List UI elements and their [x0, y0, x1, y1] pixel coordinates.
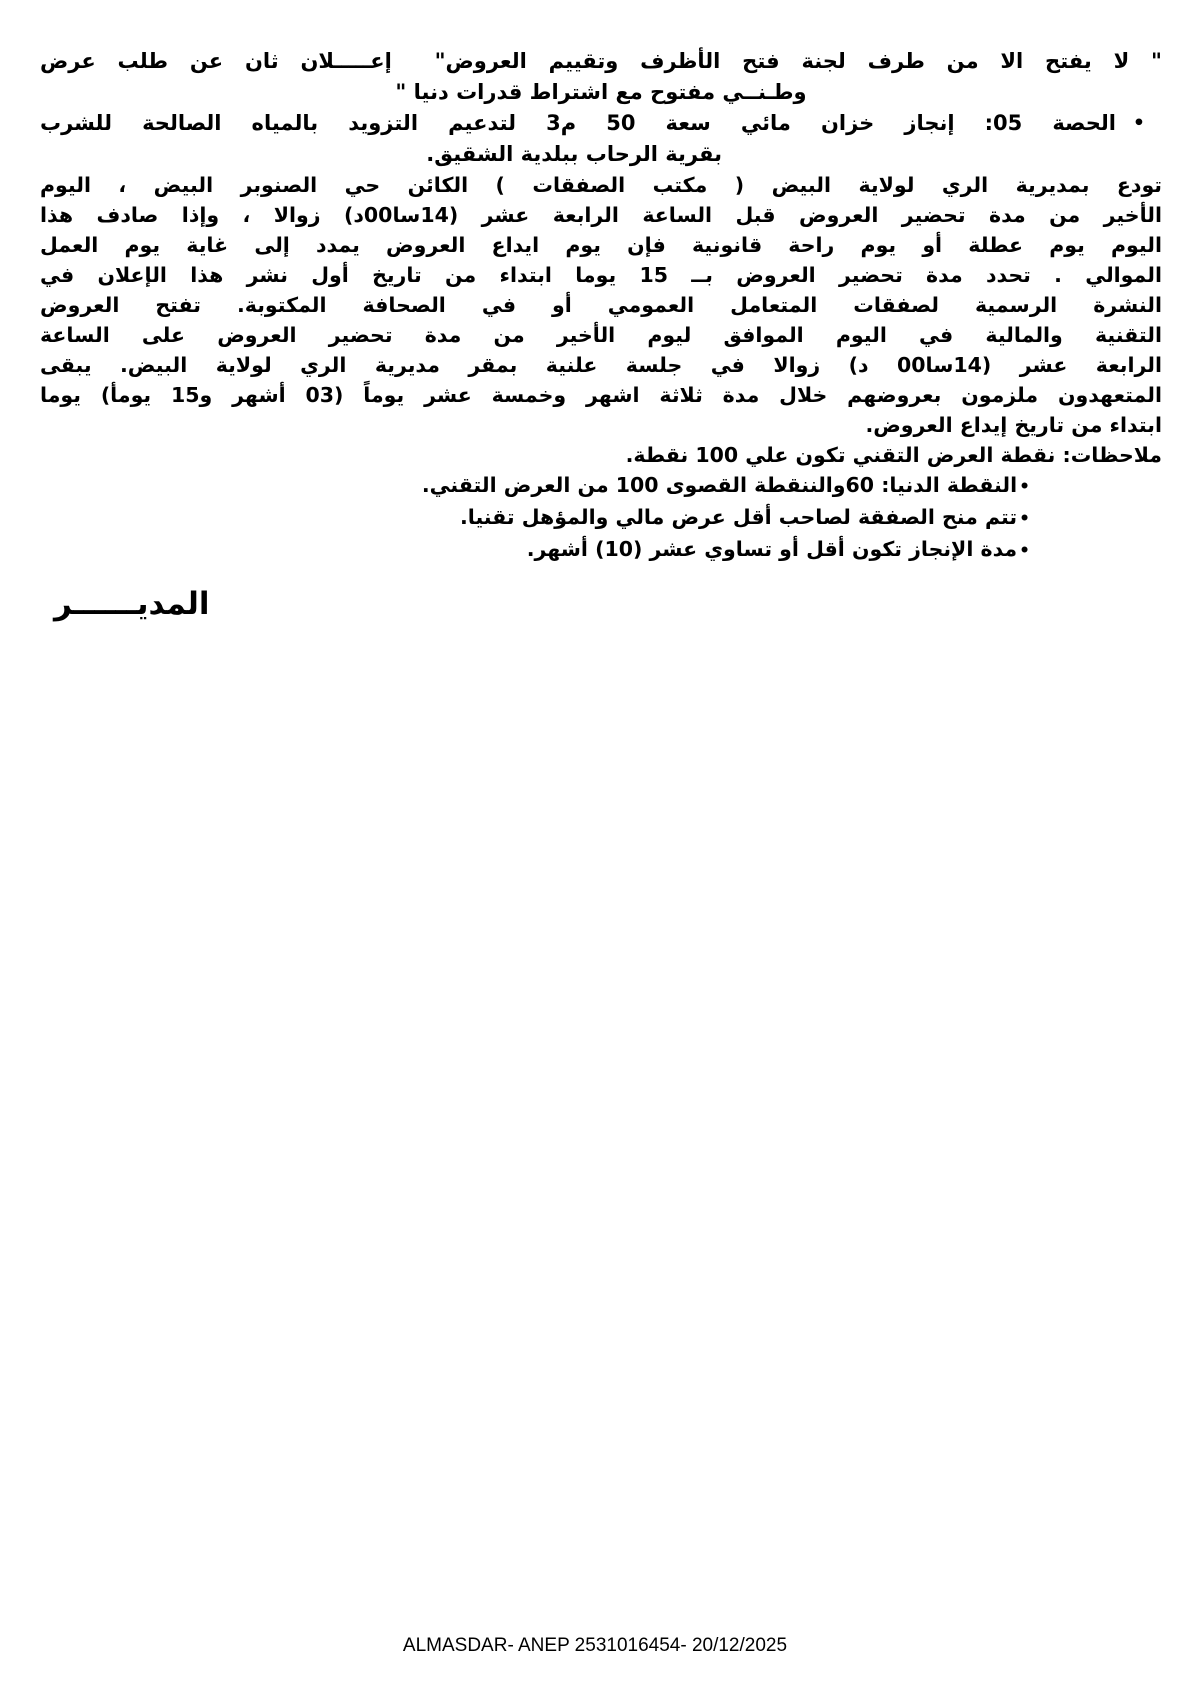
- body-paragraph: [40, 170, 1162, 440]
- bullet-icon: •: [1019, 541, 1030, 561]
- lot-item: [40, 108, 1162, 139]
- announcement-title-line2: وطـنــي مفتوح مع اشتراط قدرات دنيا ": [395, 80, 807, 104]
- footer-reference: ALMASDAR- ANEP 2531016454- 20/12/2025: [402, 1635, 788, 1656]
- notes-title: ملاحظات: نقطة العرض التقني تكون علي 100 نقطة.: [625, 443, 1162, 467]
- note-item: [40, 534, 1030, 566]
- announcement-title-line1: " لا يفتح الا من طرف لجنة فتح الأظرف وتقييم العروض" إعـــــلان ثان عن طلب عرض: [40, 49, 1162, 73]
- body-line: الموالي . تحدد مدة تحضير العروض بــ 15 يوما ابتداء من تاريخ أول نشر هذا الإعلان في: [40, 263, 1162, 287]
- bullet-icon: •: [1019, 509, 1030, 529]
- body-line: النشرة الرسمية لصفقات المتعامل العمومي أو في الصحافة المكتوبة. تفتح العروض: [40, 293, 1162, 317]
- body-line: تودع بمديرية الري لولاية البيض ( مكتب الصفقات ) الكائن حي الصنوبر البيض ، اليوم: [40, 173, 1162, 197]
- body-line: الرابعة عشر (14سا00 د) زوالا في جلسة علنية بمقر مديرية الري لولاية البيض. يبقى: [40, 353, 1162, 377]
- note-item: [40, 470, 1030, 502]
- body-line: اليوم يوم عطلة أو يوم راحة قانونية فإن يوم ايداع العروض يمدد إلى غاية يوم العمل: [40, 233, 1162, 257]
- note-text: النقطة الدنيا: 60والننقطة القصوى 100 من العرض التقني.: [421, 473, 1018, 497]
- note-text: تتم منح الصفقة لصاحب أقل عرض مالي والمؤهل تقنيا.: [459, 505, 1018, 529]
- body-line: الأخير من مدة تحضير العروض قبل الساعة الرابعة عشر (14سا00د) زوالا ، وإذا صادف هذا: [40, 203, 1162, 227]
- note-text: مدة الإنجاز تكون أقل أو تساوي عشر (10) أشهر.: [526, 537, 1018, 561]
- bullet-icon: •: [1132, 112, 1146, 134]
- body-line: التقنية والمالية في اليوم الموافق ليوم الأخير من مدة تحضير العروض على الساعة: [40, 323, 1162, 347]
- body-line: ابتداء من تاريخ إيداع العروض.: [865, 413, 1162, 437]
- note-item: [40, 502, 1030, 534]
- lot-description-line2: بقرية الرحاب ببلدية الشقيق.: [426, 142, 722, 166]
- lot-description-line1: الحصة 05: إنجاز خزان مائي سعة 50 م3 لتدعيم التزويد بالمياه الصالحة للشرب: [40, 111, 1116, 135]
- notes-list: [40, 470, 1162, 566]
- body-line: المتعهدون ملزمون بعروضهم خلال مدة ثلاثة اشهر وخمسة عشر يوماً (03 أشهر و15 يومأ) يوما: [40, 383, 1162, 407]
- director-signature: المديــــــر: [54, 586, 210, 622]
- bullet-icon: •: [1019, 477, 1030, 497]
